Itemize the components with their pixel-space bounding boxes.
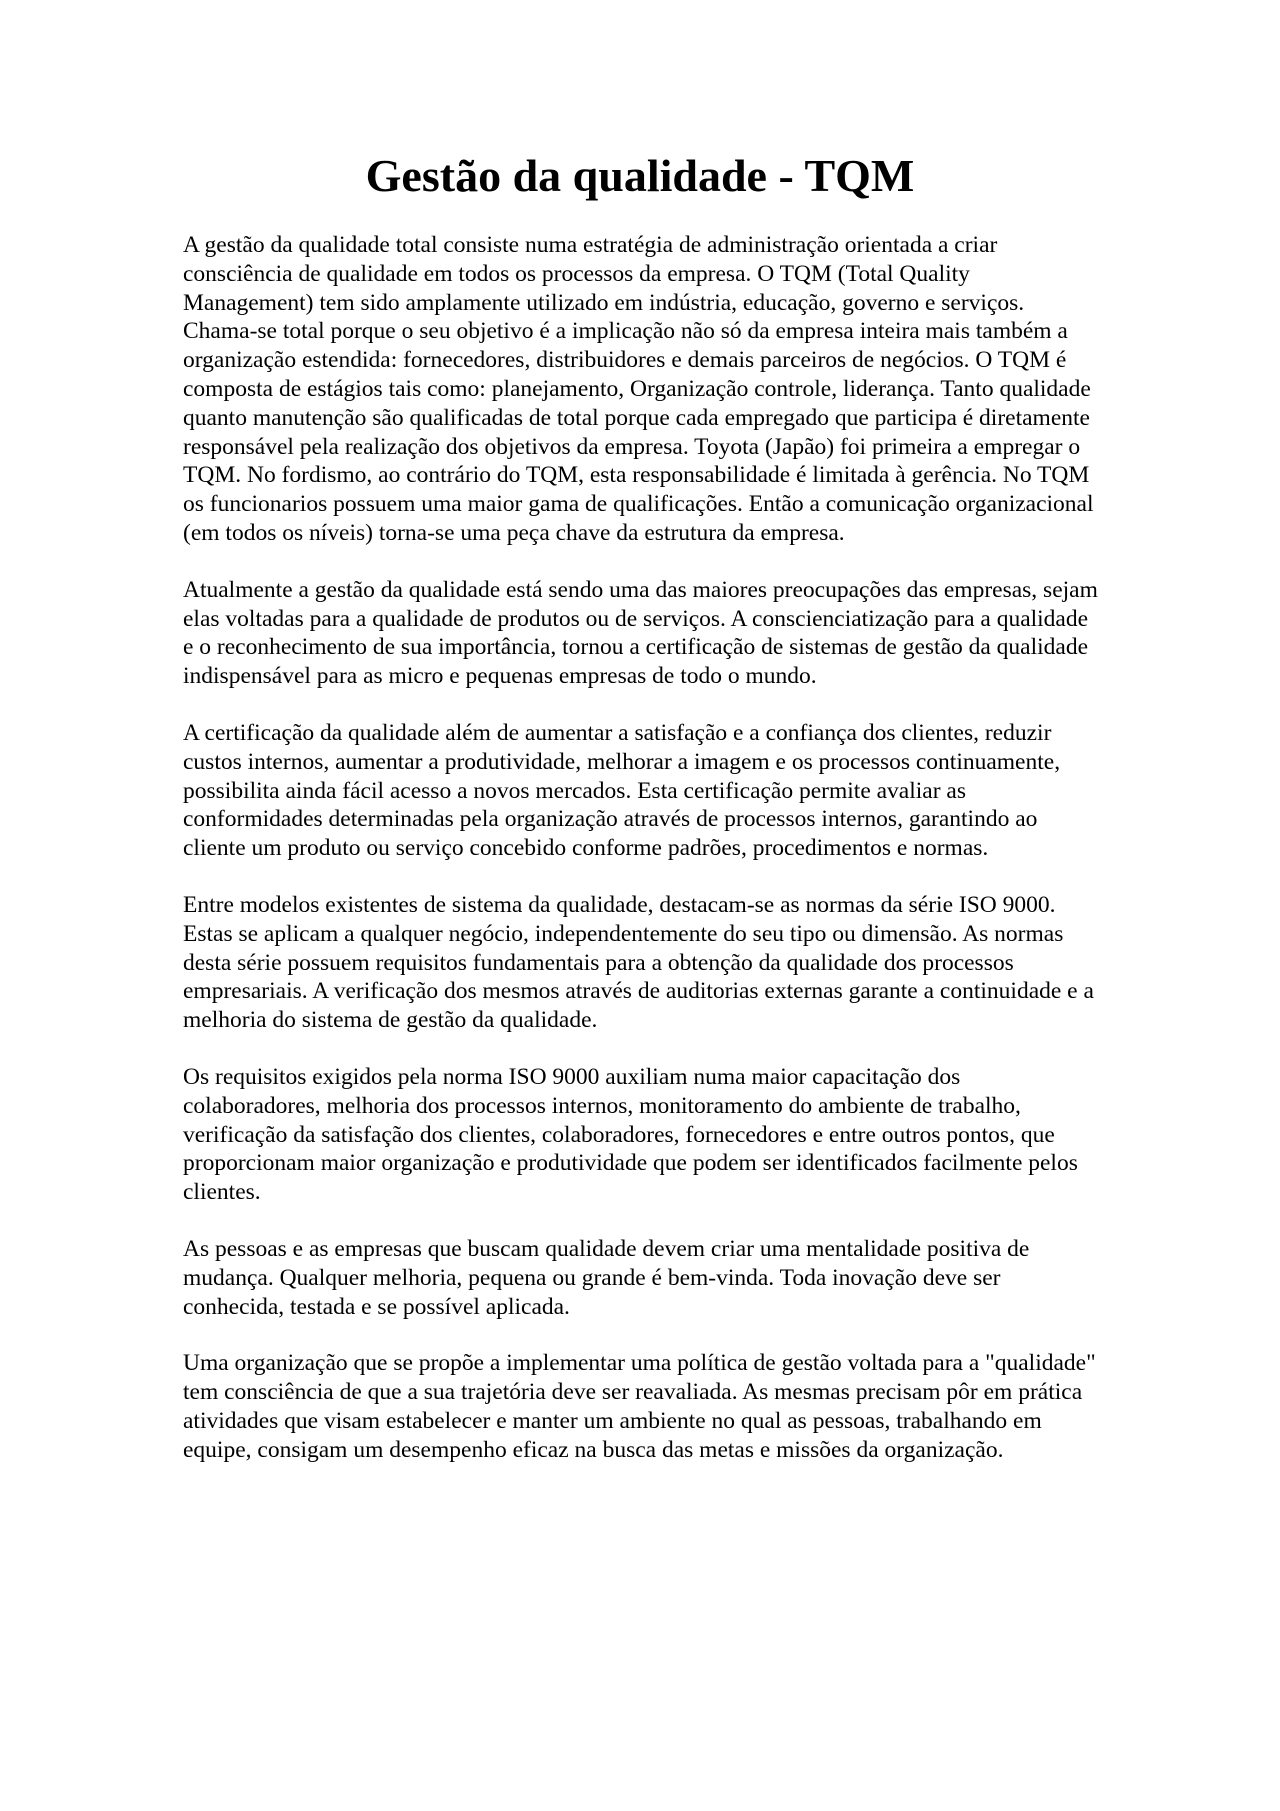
document-title: Gestão da qualidade - TQM — [365, 150, 915, 201]
paragraph-3: A certificação da qualidade além de aumentar a satisfação e a confiança dos clientes, reduzir custos internos, aumentar a produtividade, melhorar a imagem e os processos continuamente, possibilita ainda fácil acesso a novos mercados. Esta certificação permite avaliar as conformidades determinadas pela organização através de processos internos, garantindo ao cliente um produto ou serviço concebido conforme padrões, procedimentos e normas. — [183, 719, 1061, 862]
paragraph-2: Atualmente a gestão da qualidade está sendo uma das maiores preocupações das empresas, sejam elas voltadas para a qualidade de produtos ou de serviços. A conscienciatização para a qualidade e o reconhecimento de sua importância, tornou a certificação de sistemas de gestão da qualidade indispensável para as micro e pequenas empresas de todo o mundo. — [183, 576, 1098, 690]
paragraph-5: Os requisitos exigidos pela norma ISO 9000 auxiliam numa maior capacitação dos colaboradores, melhoria dos processos internos, monitoramento do ambiente de trabalho, verificação da satisfação dos clientes, colaboradores, fornecedores e entre outros pontos, que proporcionam maior organização e produtividade que podem ser identificados facilmente pelos clientes. — [183, 1063, 1078, 1206]
paragraph-6: As pessoas e as empresas que buscam qualidade devem criar uma mentalidade positiva de mudança. Qualquer melhoria, pequena ou grande é bem-vinda. Toda inovação deve ser conhecida, testada e se possível aplicada. — [183, 1235, 1030, 1320]
paragraph-4: Entre modelos existentes de sistema da qualidade, destacam-se as normas da série ISO 9000. Estas se aplicam a qualquer negócio, independentemente do seu tipo ou dimensão. As normas desta série possuem requisitos fundamentais para a obtenção da qualidade dos processos empresariais. A verificação dos mesmos através de auditorias externas garante a continuidade e a melhoria do sistema de gestão da qualidade. — [183, 891, 1094, 1034]
paragraph-7: Uma organização que se propõe a implementar uma política de gestão voltada para a "qualidade" tem consciência de que a sua trajetória deve ser reavaliada. As mesmas precisam pôr em prática atividades que visam estabelecer e manter um ambiente no qual as pessoas, trabalhando em equipe, consigam um desempenho eficaz na busca das metas e missões da organização. — [183, 1350, 1096, 1463]
paragraph-1: A gestão da qualidade total consiste numa estratégia de administração orientada a criar consciência de qualidade em todos os processos da empresa. O TQM (Total Quality Management) tem sido amplamente utilizado em indústria, educação, governo e serviços. Chama-se total porque o seu objetivo é a implicação não só da empresa inteira mais também a organização estendida: fornecedores, distribuidores e demais parceiros de negócios. O TQM é composta de estágios tais como: planejamento, Organização controle, liderança. Tanto qualidade quanto manutenção são qualificadas de total porque cada empregado que participa é diretamente responsável pela realização dos objetivos da empresa. Toyota (Japão) foi primeira a empregar o TQM. No fordismo, ao contrário do TQM, esta responsabilidade é limitada à gerência. No TQM os funcionarios possuem uma maior gama de qualificações. Então a comunicação organizacional (em todos os níveis) torna-se uma peça chave da estrutura da empresa. — [183, 232, 1094, 546]
document-body — [183, 231, 1103, 1492]
